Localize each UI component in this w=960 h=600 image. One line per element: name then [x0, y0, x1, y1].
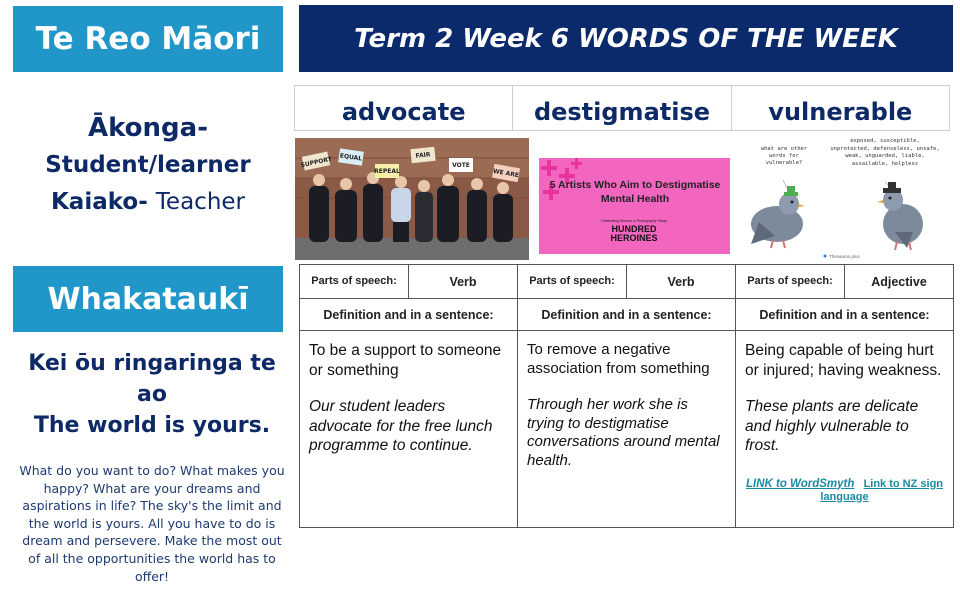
nz-sign-language-link[interactable]: Link to NZ sign language — [820, 477, 944, 503]
protest-photo-graphic — [295, 138, 529, 260]
pos-label-1: Parts of speech: — [300, 265, 409, 299]
sign-text-4: FAIR — [415, 151, 431, 160]
vocab-line-kaiako — [13, 184, 283, 221]
definitions-table — [299, 264, 954, 528]
poster-brand-top: HUNDRED — [611, 224, 657, 234]
def-header-row — [300, 299, 954, 331]
vocab-line-student: Student/learner — [45, 152, 251, 178]
destigmatise-poster — [539, 158, 730, 254]
header-title: Term 2 Week 6 WORDS OF THE WEEK — [354, 23, 898, 54]
word-destigmatise: destigmatise — [513, 86, 731, 130]
example-advocate: Our student leaders advocate for the free lunch programme to continue. — [309, 398, 493, 454]
def-header-3: Definition and in a sentence: — [736, 299, 954, 331]
pigeon-answer: exposed, susceptible, unprotected, defenseless, unsafe, weak, unguarded, liable, assailable, helpless — [830, 138, 940, 167]
sign-text-6: WE ARE — [492, 167, 520, 180]
words-row — [294, 85, 950, 131]
pos-value-1: Verb — [409, 265, 518, 299]
vocab-block — [13, 110, 283, 221]
header-banner — [299, 5, 953, 72]
sign-text-1: SUPPORT — [300, 155, 333, 170]
def-header-1: Definition and in a sentence: — [300, 299, 518, 331]
sign-text-2: EQUAL — [339, 152, 363, 163]
protest-photo — [295, 138, 529, 260]
thesaurus-credit: Thesaurus.plus — [829, 254, 860, 259]
proverb-blurb: What do you want to do? What makes you happy? What are your dreams and aspirations in life? The sky's the limit and the world is yours. All you have to do is dream and persevere. Make the most out of all the opportunities the world has to offer! — [19, 463, 285, 584]
pigeons-graphic — [745, 136, 945, 260]
proverb-maori: Kei ōu ringaringa te ao — [28, 351, 276, 407]
pos-label-3: Parts of speech: — [736, 265, 845, 299]
pos-row — [300, 265, 954, 299]
def-cell-advocate — [300, 331, 518, 528]
wordsmyth-link[interactable]: LINK to WordSmyth — [745, 477, 855, 490]
def-cell-vulnerable — [736, 331, 954, 528]
definition-destigmatise: To remove a negative association from something — [527, 341, 710, 377]
definition-advocate: To be a support to someone or something — [309, 342, 502, 379]
pigeons-thesaurus-image — [745, 136, 945, 260]
definition-vulnerable: Being capable of being hurt or injured; having weakness. — [745, 342, 942, 379]
title-banner — [13, 6, 283, 72]
def-header-2: Definition and in a sentence: — [518, 299, 736, 331]
vocab-line-akonga: Ākonga- — [87, 113, 209, 143]
pos-value-2: Verb — [627, 265, 736, 299]
whakatauki-title: Whakataukī — [47, 281, 249, 317]
proverb-block — [13, 348, 291, 441]
example-destigmatise: Through her work she is trying to destigmatise conversations around mental health. — [527, 396, 720, 469]
pigeon-question: what are other words for vulnerable? — [760, 146, 808, 166]
page-title: Te Reo Māori — [35, 21, 261, 57]
vocab-kaiako-word: Kaiako- — [50, 189, 148, 215]
poster-brand-small: Celebrating Women in Photography Today — [601, 219, 667, 223]
sign-text-5: VOTE — [452, 162, 470, 169]
poster-brand-bottom: HEROINES — [610, 233, 658, 243]
def-cell-destigmatise — [518, 331, 736, 528]
word-vulnerable: vulnerable — [768, 98, 913, 126]
sign-text-3: REPEAL — [374, 168, 400, 175]
proverb-english: The world is yours. — [33, 413, 271, 438]
example-vulnerable: These plants are delicate and highly vulnerable to frost. — [745, 398, 919, 454]
def-body-row — [300, 331, 954, 528]
links-block — [745, 478, 944, 504]
vocab-teacher-word: Teacher — [155, 189, 245, 215]
word-advocate: advocate — [295, 86, 513, 130]
poster-caption: 5 Artists Who Aim to Destigmatise Mental Health — [549, 179, 721, 205]
whakatauki-banner — [13, 266, 283, 332]
poster-graphic — [539, 158, 730, 254]
pos-label-2: Parts of speech: — [518, 265, 627, 299]
pos-value-3: Adjective — [845, 265, 954, 299]
